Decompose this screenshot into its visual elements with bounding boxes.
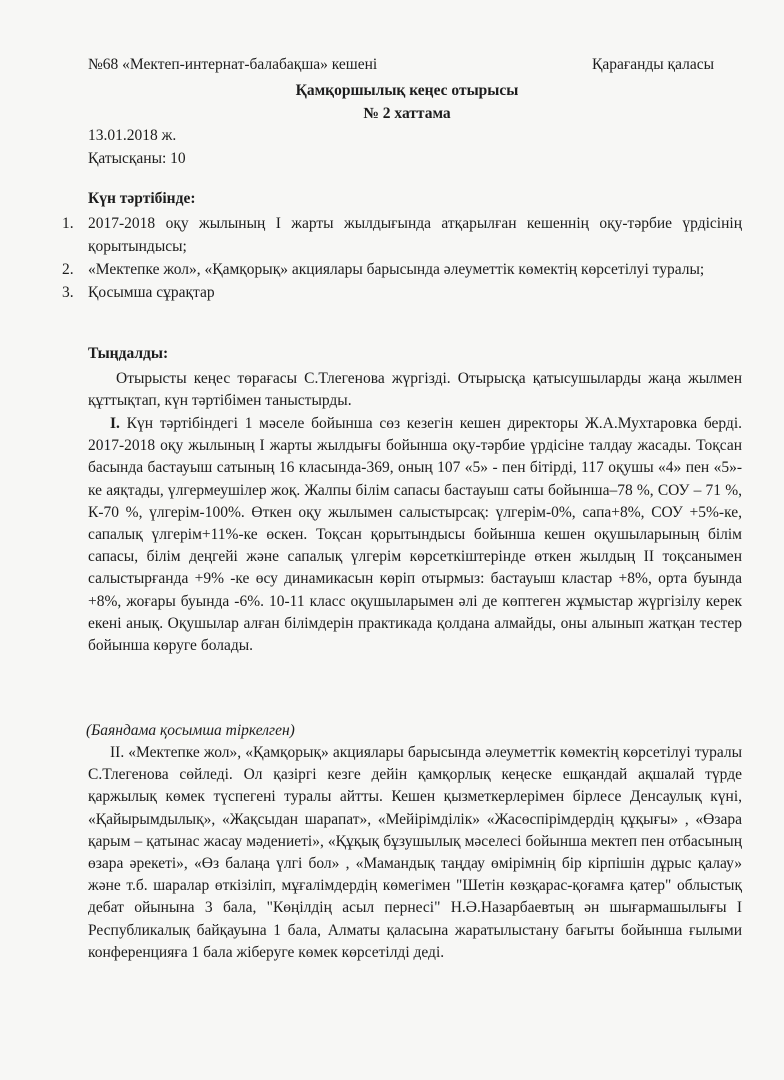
agenda-list [62, 212, 742, 304]
item-one-text: Күн тәртібіндегі 1 мәселе бойынша сөз кезегін кешен директоры Ж.А.Мухтаровка берді. 2017-2018 оқу жылының I жарты жылдығы бойынша оқу-тәрбие үрдісіне талдау жасады. Тоқсан басында бастауыш сатының 16 класында-369, оның 107 «5» - пен бітірді, 117 оқушы «4» пен «5»-ке аяқтады, үлгермеушілер жоқ. Жалпы білім сапасы бастауыш саты бойынша–78 %, СОУ – 71 %, К-70 %, үлгерім-100%. Өткен оқу жылымен салыстырсақ: үлгерім-0%, сапа+8%, СОУ +5%-ке, сапалық үлгерім+11%-ке өскен. Тоқсан қорытындысы бойынша кешен оқушыларының білім сапасы, білім деңгейі және сапалық үлгерім көрсеткіштерінде өткен жылдың II тоқсанымен салыстырғанда +9% -ке өсу динамикасын көріп отырмыз: бастауыш кластар +8%, орта буында +8%, жоғары буында -6%. 10-11 класс оқушыларымен әлі де көптеген жұмыстар жүргізілу керек екені анық. Оқушылар алған білімдерін практикада қолдана алмайды, оны алынып жатқан тестер бойынша көруге болады. [88, 415, 742, 655]
item-one-number: I. [110, 415, 120, 432]
agenda-item-number: 2. [62, 261, 74, 278]
agenda-item-text: Қосымша сұрақтар [88, 284, 215, 301]
item-two-paragraph: II. «Мектепке жол», «Қамқорық» акциялары барысында әлеуметтік көмектің көрсетілуі туралы С.Тлегенова сөйледі. Ол қазіргі кезге дейін қамқорлық кеңеске ешқандай ақшалай түрде қаржылық көмек түспегені туралы айтты. Кешен қызметкерлерімен бірлесе Денсаулық күні, «Қайырымдылық», «Жақсыдан шарапат», «Мейірімділік» «Жасөспірімдердің құқығы» , «Өзара қарым – қатынас жасау мәдениеті», «Құқық бұзушылық мәселесі бойынша мектеп пен отбасының өзара әрекеті», «Өз балаңа үлгі бол» , «Мамандық таңдау өмірімнің бір кірпішін дұрыс қалау» және т.б. шаралар өткізіліп, мұғалімдердің көмегімен "Шетін көзқарас-қоғамға қатер" облыстық дебат ойынына 3 бала, "Көңілдің асыл пернесі" Н.Ә.Назарбаевтың ән шығармашылығы I Республикалық байқауына 1 бала, Алматы қаласына жаратылыстану бағыты бойынша ғылыми конференцияға 1 бала жіберуге көмек көрсетілді деді. [88, 744, 742, 961]
protocol-number: № 2 хаттама [363, 105, 451, 122]
agenda-item-number: 3. [62, 284, 74, 301]
meeting-date: 13.01.2018 ж. [88, 127, 177, 144]
agenda-item-text: 2017-2018 оқу жылының I жарты жылдығында атқарылған кешеннің оқу-тәрбие үрдісінің қорытындысы; [88, 215, 742, 255]
city-name: Қарағанды қаласы [592, 56, 715, 73]
attachment-note: (Баяндама қосымша тіркелген) [86, 722, 295, 739]
item-one-paragraph [88, 413, 742, 657]
opening-paragraph: Отырысты кеңес төрағасы С.Тлегенова жүргізді. Отырысқа қатысушыларды жаңа жылмен құттықтап, күн тәртібімен таныстырды. [88, 370, 742, 410]
agenda-item [62, 258, 742, 281]
agenda-item [62, 212, 742, 258]
heard-heading: Тыңдалды: [88, 345, 169, 362]
attendance-count: Қатысқаны: 10 [88, 150, 186, 167]
institution-name: №68 «Мектеп-интернат-балабақша» кешені [88, 56, 378, 73]
agenda-item-number: 1. [62, 215, 74, 232]
agenda-item-text: «Мектепке жол», «Қамқорық» акциялары барысында әлеуметтік көмектің көрсетілуі туралы; [88, 261, 705, 278]
document-title: Қамқоршылық кеңес отырысы [295, 82, 519, 99]
agenda-item [62, 281, 742, 304]
agenda-heading: Күн тәртібінде: [88, 190, 196, 207]
